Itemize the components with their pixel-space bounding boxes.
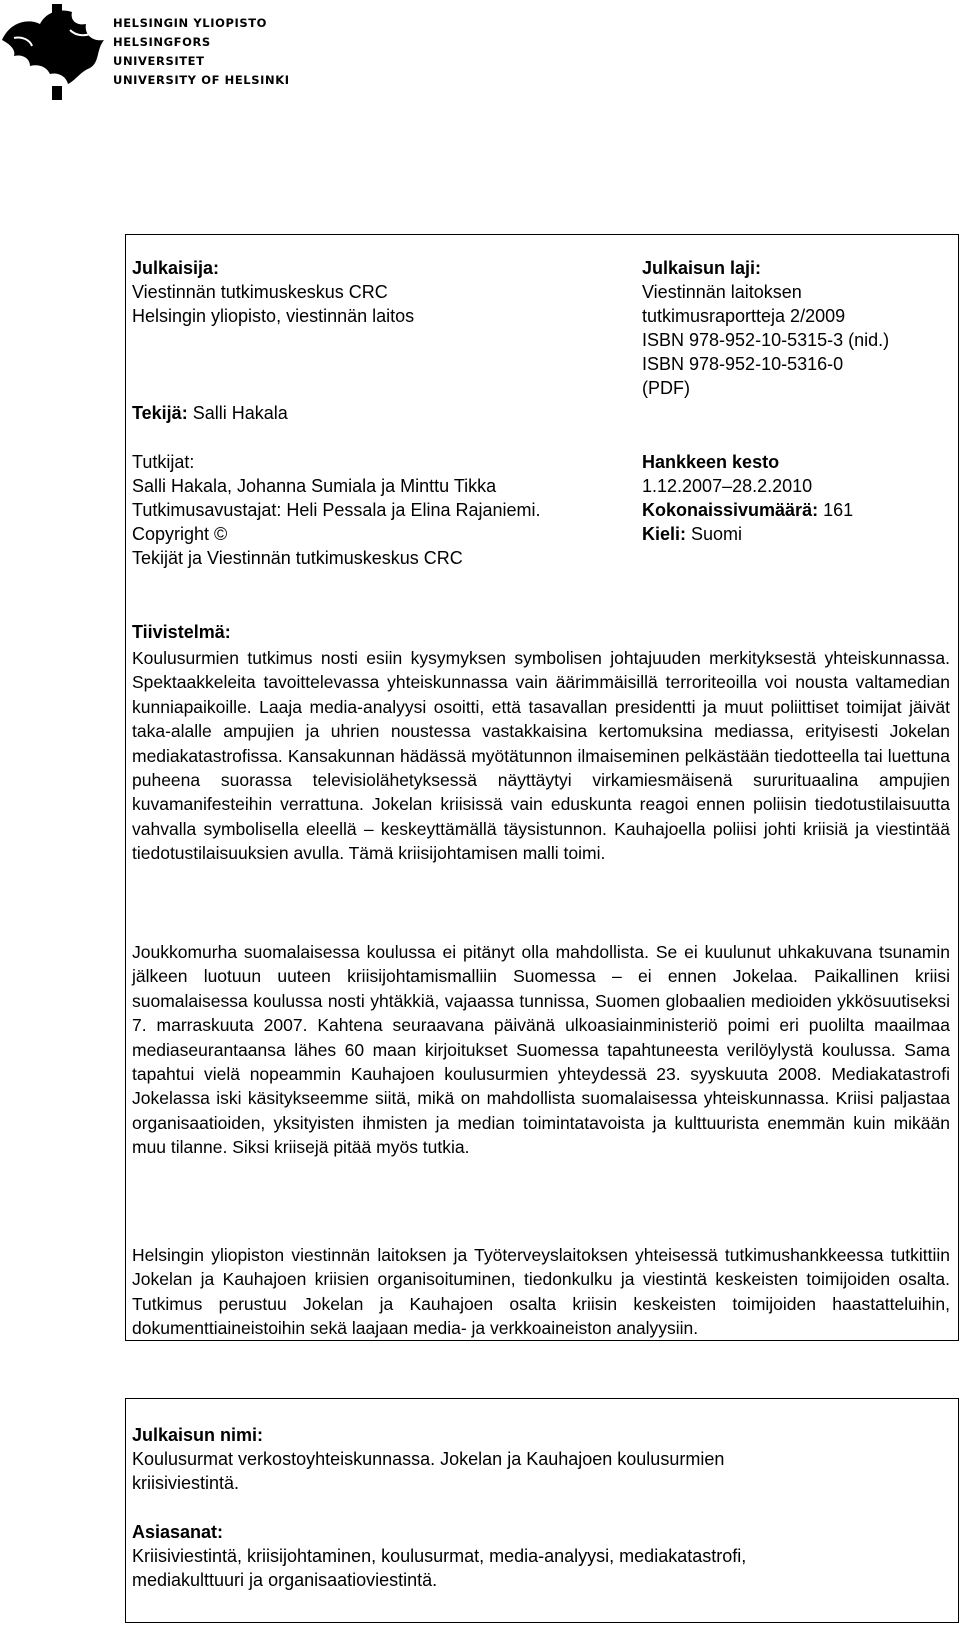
page-count-row bbox=[642, 500, 853, 521]
isbn-pdf: ISBN 978-952-10-5316-0 bbox=[642, 354, 844, 374]
author-row bbox=[132, 403, 288, 424]
author-value: Salli Hakala bbox=[192, 403, 288, 423]
research-assistants: Tutkimusavustajat: Heli Pessala ja Elina Rajaniemi. bbox=[132, 500, 541, 520]
keywords-line2: mediakulttuuri ja organisaatioviestintä. bbox=[132, 1570, 438, 1590]
logo-line-swedish: HELSINGFORS UNIVERSITET bbox=[113, 35, 211, 68]
duration-value: 1.12.2007–28.2.2010 bbox=[642, 476, 813, 496]
keywords-label: Asiasanat: bbox=[132, 1522, 224, 1542]
author-label: Tekijä: bbox=[132, 403, 188, 423]
isbn-pdf-format: (PDF) bbox=[642, 378, 690, 398]
publisher-line1: Viestinnän tutkimuskeskus CRC bbox=[132, 282, 388, 302]
publication-type-label: Julkaisun laji: bbox=[642, 258, 762, 278]
language-label: Kieli: bbox=[642, 524, 687, 544]
helsinki-flame-logo-icon bbox=[0, 0, 110, 105]
abstract-paragraph-1: Koulusurmien tutkimus nosti esiin kysymyksen symbolisen johtajuuden merkityksestä yhteiskunnassa. Spektaakkeleita tavoittelevassa yhteiskunnassa vain äärimmäisillä terroriteoilla voi nousta valtamedian kunniapaikoille. Laaja media-analyysi osoitti, että tasavallan presidentti ja muut poliittiset toimijat jäivät taka-alalle ampujien ja uhrien noustessa vastakkaisina kertomuksina mediassa, erityisesti Jokelan mediakatastrofissa. Kansakunnan hädässä myötätunnon ilmaiseminen pelkästään tiedotteella tai luettuna puheena suorassa televisiolähetyksessä näyttäytyi virkamiesmäisenä sururituaalina ampujien kuvamanifesteihin verrattuna. Jokelan kriisissä vain eduskunta reagoi ennen poliisin tiedotustilaisuutta vahvalla symbolisella eleellä – keskeyttämällä täysistunnon. Kauhajoella poliisi johti kriisiä ja viestintää tiedotustilaisuuksien avulla. Tämä kriisijohtamisen malli toimi. bbox=[132, 648, 950, 864]
copyright: Copyright © bbox=[132, 524, 228, 544]
logo-line-english: UNIVERSITY OF HELSINKI bbox=[113, 73, 290, 87]
copyright-holders: Tekijät ja Viestinnän tutkimuskeskus CRC bbox=[132, 548, 463, 568]
researchers-value: Salli Hakala, Johanna Sumiala ja Minttu Tikka bbox=[132, 476, 497, 496]
abstract-label: Tiivistelmä: bbox=[132, 622, 231, 642]
page-count-value: 161 bbox=[823, 500, 854, 520]
abstract-paragraph-2: Joukkomurha suomalaisessa koulussa ei pitänyt olla mahdollista. Se ei kuulunut uhkakuvana tsunamin jälkeen luotuun uuteen kriisijohtamismalliin Suomessa – ei ennen Jokelaa. Paikallinen kriisi suomalaisessa koulussa nosti yhtäkkiä, vajaassa tunnissa, Suomen globaalien medioiden ykkösuutiseksi 7. marraskuuta 2007. Kahtena seuraavana päivänä ulkoasiainministeriö poimi eri puolilta maailmaa mediaseurantaansa lähes 60 maan kirjoitukset Suomessa tapahtuneesta verilöylystä koulussa. Sama tapahtui vielä nopeammin Kauhajoen koulusurmien yhteydessä 23. syyskuuta 2008. Mediakatastrofi Jokelassa iski käsitykseemme siitä, mikä on mahdollista suomalaisessa yhteiskunnassa. Kriisi paljastaa organisaatioiden, yksityisten ihmisten ja median toimintatavoista ja kulttuurista enemmän kuin mikään muu tilanne. Siksi kriisejä pitää myös tutkia. bbox=[132, 942, 950, 1158]
publisher-label: Julkaisija: bbox=[132, 258, 220, 278]
logo-line-finnish: HELSINGIN YLIOPISTO bbox=[113, 16, 268, 30]
language-value: Suomi bbox=[691, 524, 743, 544]
publisher-line2: Helsingin yliopisto, viestinnän laitos bbox=[132, 306, 415, 326]
publication-type-line1: Viestinnän laitoksen bbox=[642, 282, 802, 302]
publication-title-label: Julkaisun nimi: bbox=[132, 1425, 264, 1445]
publication-title-line2: kriisiviestintä. bbox=[132, 1473, 240, 1493]
duration-label: Hankkeen kesto bbox=[642, 452, 780, 472]
publication-title-line1: Koulusurmat verkostoyhteiskunnassa. Jokelan ja Kauhajoen koulusurmien bbox=[132, 1449, 725, 1469]
publication-type-line2: tutkimusraportteja 2/2009 bbox=[642, 306, 846, 326]
isbn-print: ISBN 978-952-10-5315-3 (nid.) bbox=[642, 330, 890, 350]
language-row bbox=[642, 524, 742, 545]
keywords-line1: Kriisiviestintä, kriisijohtaminen, koulusurmat, media-analyysi, mediakatastrofi, bbox=[132, 1546, 747, 1566]
university-logo bbox=[0, 0, 300, 105]
abstract-paragraph-3: Helsingin yliopiston viestinnän laitoksen ja Työterveyslaitoksen yhteisessä tutkimushankkeessa tutkittiin Jokelan ja Kauhajoen kriisien organisoituminen, tiedonkulku ja viestintä keskeisten toimijoiden osalta. Tutkimus perustuu Jokelan ja Kauhajoen osalta kriisin keskeisten toimijoiden haastatteluihin, dokumenttiaineistoihin sekä laajaan media- ja verkkoaineiston analyysiin. bbox=[132, 1245, 950, 1339]
researchers-label: Tutkijat: bbox=[132, 452, 195, 472]
page-count-label: Kokonaissivumäärä: bbox=[642, 500, 819, 520]
